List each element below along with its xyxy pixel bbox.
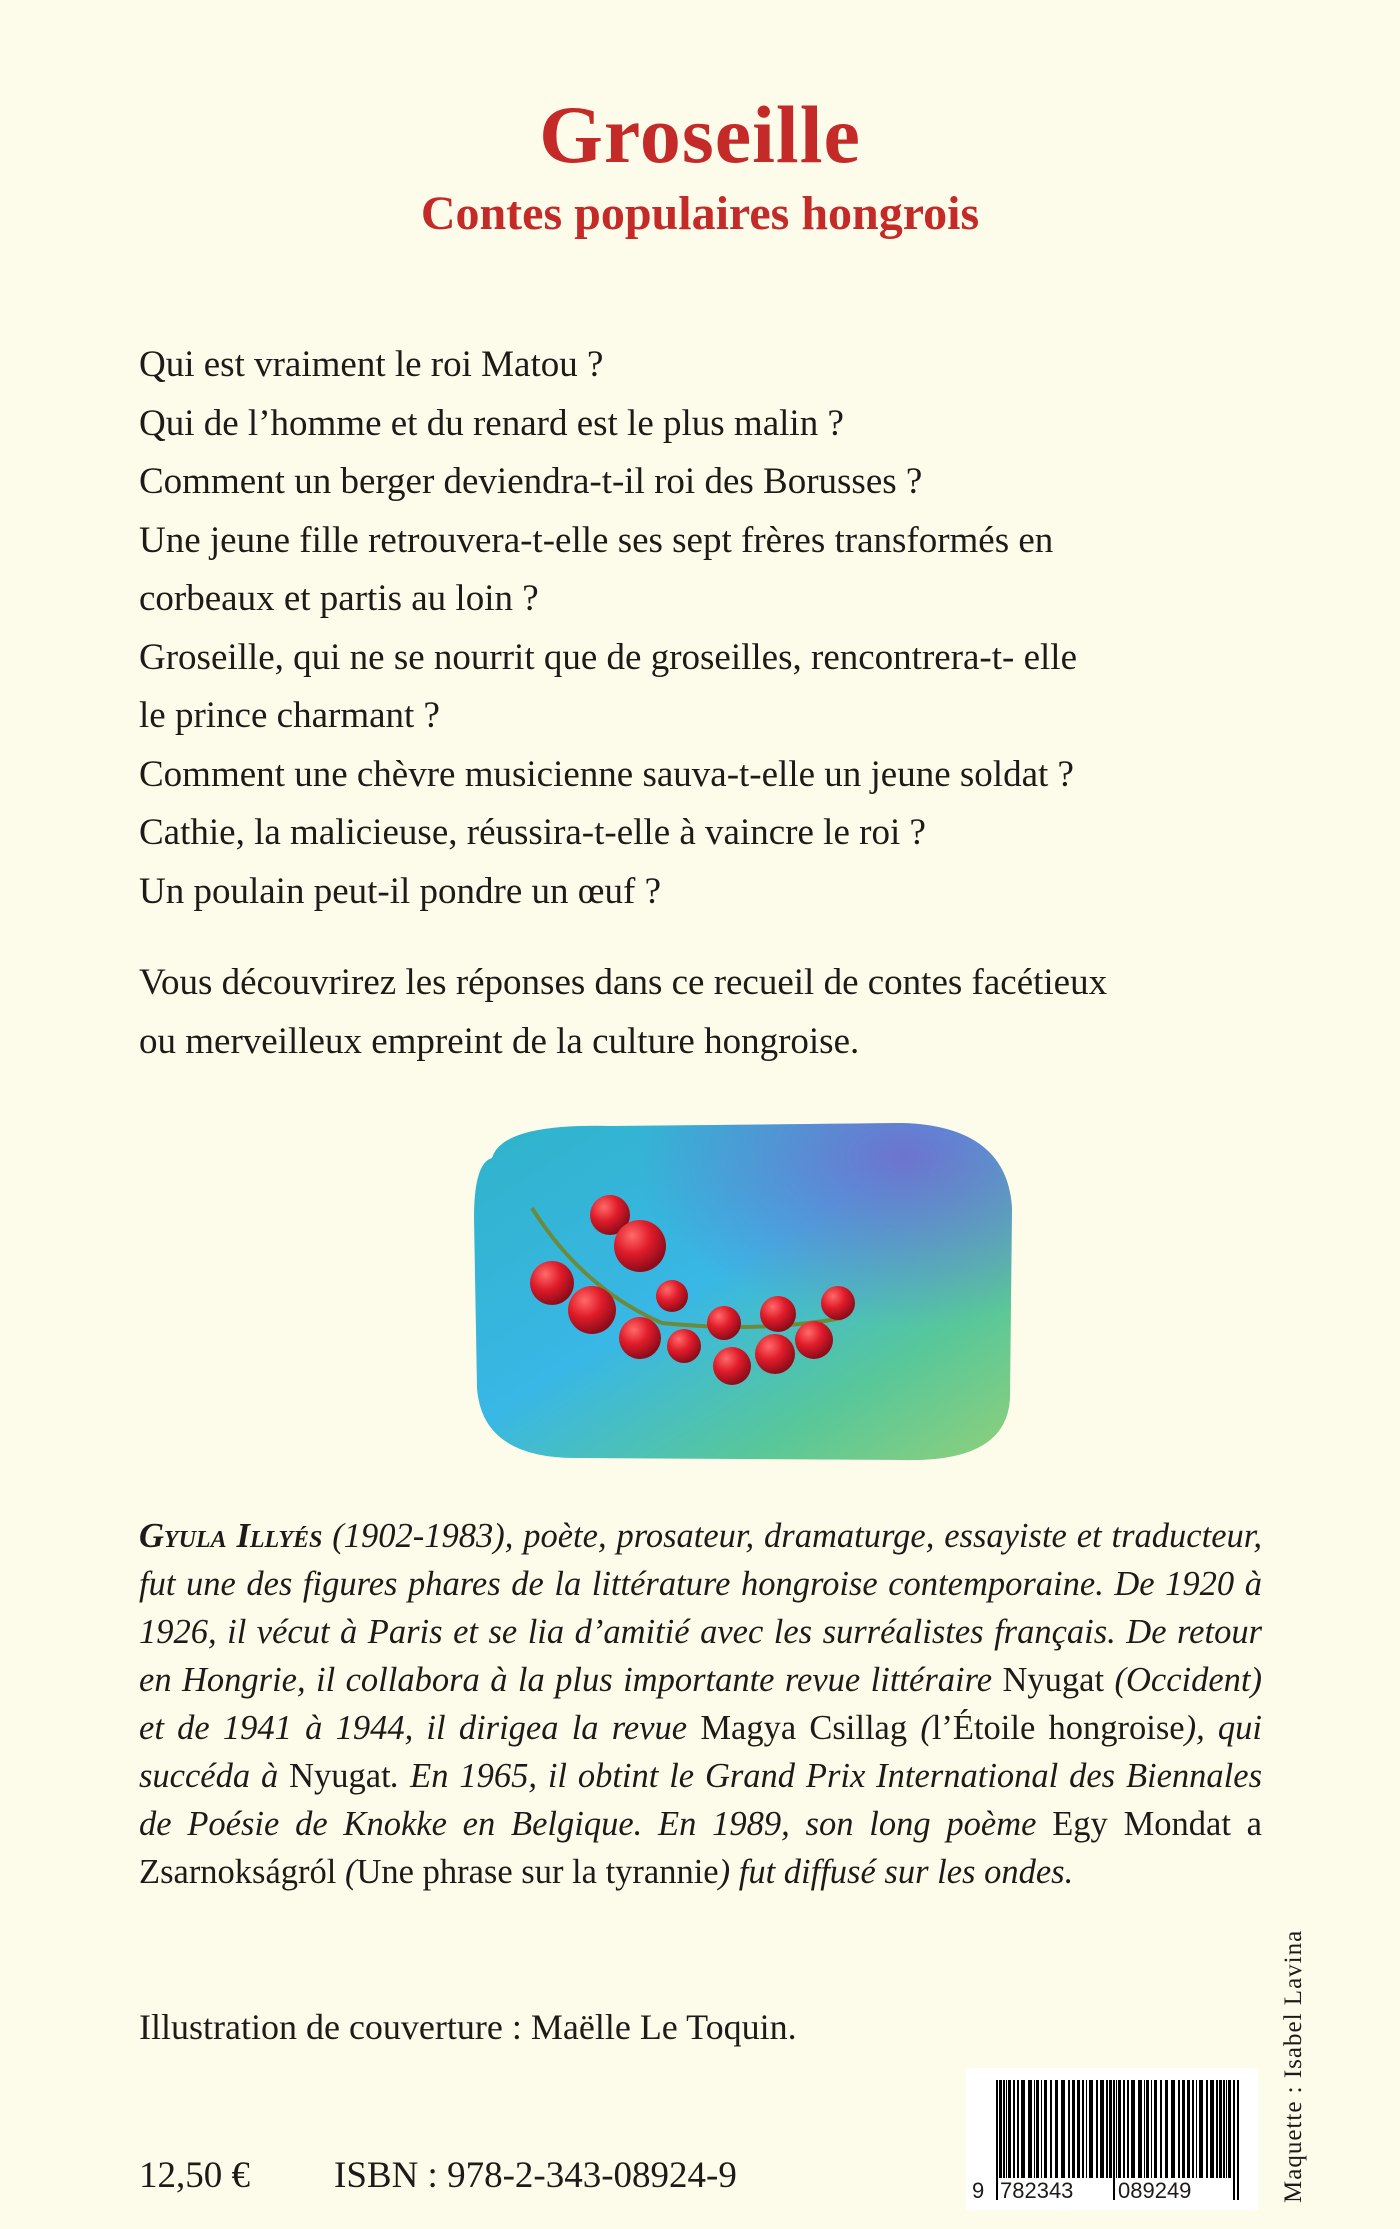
barcode-bar bbox=[1171, 2080, 1175, 2178]
barcode-bar bbox=[1151, 2080, 1152, 2178]
bio-text: ( bbox=[907, 1709, 932, 1747]
bio-title: Une phrase sur la tyrannie bbox=[356, 1853, 719, 1891]
barcode-bar bbox=[1226, 2080, 1227, 2178]
barcode-bar bbox=[1089, 2080, 1093, 2178]
barcode-bar bbox=[1109, 2080, 1112, 2178]
barcode-bar bbox=[1144, 2080, 1145, 2178]
question-line: le prince charmant ? bbox=[139, 695, 440, 736]
question-line: Comment une chèvre musicienne sauva-t-elle un jeune soldat ? bbox=[139, 753, 1074, 795]
redcurrant-illustration bbox=[462, 1118, 1022, 1468]
question-line: Une jeune fille retrouvera-t-elle ses sept frères transformés en bbox=[139, 519, 1054, 561]
bio-title: Nyugat bbox=[289, 1757, 391, 1795]
barcode-bar bbox=[1113, 2080, 1115, 2200]
barcode-bar bbox=[1082, 2080, 1084, 2178]
barcode-bar bbox=[1123, 2080, 1125, 2178]
barcode-bar bbox=[1223, 2080, 1225, 2178]
question-list bbox=[139, 336, 1269, 921]
book-title: Groseille bbox=[539, 89, 861, 180]
barcode-bar bbox=[1003, 2080, 1005, 2178]
barcode-bar bbox=[1216, 2080, 1218, 2178]
barcode-bar bbox=[1072, 2080, 1075, 2178]
barcode-bar bbox=[1237, 2080, 1239, 2200]
barcode-bar bbox=[1160, 2080, 1162, 2178]
barcode-bar bbox=[1233, 2080, 1235, 2200]
question-line: Qui est vraiment le roi Matou ? bbox=[139, 344, 604, 385]
author-biography bbox=[139, 1512, 1262, 1896]
barcode-bar bbox=[1013, 2080, 1015, 2178]
book-subtitle: Contes populaires hongrois bbox=[420, 187, 980, 240]
barcode-bar bbox=[1182, 2080, 1185, 2178]
barcode-bar bbox=[1219, 2080, 1222, 2178]
bio-text: ) fut diffusé sur les ondes. bbox=[718, 1853, 1074, 1891]
barcode-bar bbox=[1096, 2080, 1098, 2178]
barcode-bar bbox=[1028, 2080, 1032, 2178]
intro-line: ou merveilleux empreint de la culture hongroise. bbox=[139, 1020, 860, 1062]
barcode-bar bbox=[1228, 2080, 1231, 2178]
bio-text: (Occident) et de 1941 à 1944, il dirigea la revue bbox=[139, 1661, 1262, 1747]
barcode-digits: 782343 bbox=[1000, 2178, 1074, 2203]
barcode-bar bbox=[1086, 2080, 1087, 2178]
barcode-bar bbox=[1041, 2080, 1042, 2178]
barcode-bar bbox=[1106, 2080, 1108, 2178]
question-line: Groseille, qui ne se nourrit que de groseilles, rencontrera-t- elle bbox=[139, 636, 1078, 678]
barcode-bar bbox=[1036, 2080, 1039, 2178]
barcode-bar bbox=[1187, 2080, 1190, 2178]
bio-title: Egy Mondat a Zsarnokságról bbox=[139, 1805, 1262, 1891]
barcode-bar bbox=[1044, 2080, 1047, 2178]
barcode-bar bbox=[1210, 2080, 1214, 2178]
barcode-bar bbox=[1118, 2080, 1121, 2178]
barcode-bar bbox=[1077, 2080, 1080, 2178]
barcode-bar bbox=[1131, 2080, 1135, 2178]
barcode-bar bbox=[1154, 2080, 1157, 2178]
isbn-barcode bbox=[966, 2068, 1258, 2210]
layout-credit: Maquette : Isabel Lavina bbox=[1280, 1929, 1307, 2203]
price: 12,50 € bbox=[139, 2155, 250, 2196]
bio-text: ( bbox=[336, 1853, 357, 1891]
barcode-bar bbox=[1138, 2080, 1142, 2178]
question-line: Un poulain peut-il pondre un œuf ? bbox=[139, 870, 661, 912]
bio-title: Magya Csillag bbox=[700, 1709, 908, 1747]
barcode-bar bbox=[1192, 2080, 1194, 2178]
isbn: ISBN : 978-2-343-08924-9 bbox=[334, 2155, 737, 2196]
barcode-bar bbox=[1165, 2080, 1168, 2178]
barcode-bar bbox=[1127, 2080, 1129, 2178]
barcode-bar bbox=[1034, 2080, 1035, 2178]
barcode-bar bbox=[1100, 2080, 1104, 2178]
barcode-bar bbox=[1061, 2080, 1065, 2178]
question-line: Cathie, la malicieuse, réussira-t-elle à vaincre le roi ? bbox=[139, 812, 926, 853]
question-line: Qui de l’homme et du renard est le plus malin ? bbox=[139, 402, 844, 444]
bio-title: Nyugat bbox=[1002, 1661, 1105, 1699]
barcode-bar bbox=[1050, 2080, 1052, 2178]
barcode-bar bbox=[1068, 2080, 1070, 2178]
barcode-bar bbox=[1021, 2080, 1025, 2178]
author-name: Gyula Illyés bbox=[139, 1517, 323, 1555]
intro-paragraph bbox=[139, 954, 1269, 1071]
barcode-bar bbox=[1206, 2080, 1208, 2178]
bio-text: (1902-1983), poète, prosateur, dramaturge, essayiste et traducteur, fut une des figures phares de la littérature hongroise contemporaine. De 1920 à 1926, il vécut à Paris et se lia d’amitié avec les surréalistes français. De retour en Hongrie, il collabora à la plus importante revue littéraire bbox=[139, 1517, 1262, 1699]
barcode-bar bbox=[1006, 2080, 1007, 2178]
barcode-bar bbox=[1017, 2080, 1019, 2178]
barcode-bar bbox=[1178, 2080, 1180, 2178]
barcode-digit: 9 bbox=[972, 2178, 985, 2203]
question-line: Comment un berger deviendra-t-il roi des Borusses ? bbox=[139, 461, 923, 502]
bio-text: ), qui succéda à bbox=[139, 1709, 1262, 1795]
barcode-bar bbox=[1008, 2080, 1011, 2178]
question-line: corbeaux et partis au loin ? bbox=[139, 578, 539, 619]
barcode-bar bbox=[1055, 2080, 1058, 2178]
barcode-digits: 089249 bbox=[1118, 2178, 1192, 2203]
barcode-bar bbox=[1146, 2080, 1149, 2178]
barcode-bar bbox=[1196, 2080, 1197, 2178]
bio-title: l’Étoile hongroise bbox=[931, 1709, 1185, 1747]
illustration-credit: Illustration de couverture : Maëlle Le Toquin. bbox=[139, 2007, 797, 2047]
barcode-bar bbox=[1199, 2080, 1203, 2178]
intro-line: Vous découvrirez les réponses dans ce recueil de contes facétieux bbox=[139, 962, 1108, 1003]
bio-text: . En 1965, il obtint le Grand Prix International des Biennales de Poésie de Knokke en Belgique. En 1989, son long poème bbox=[139, 1757, 1262, 1843]
